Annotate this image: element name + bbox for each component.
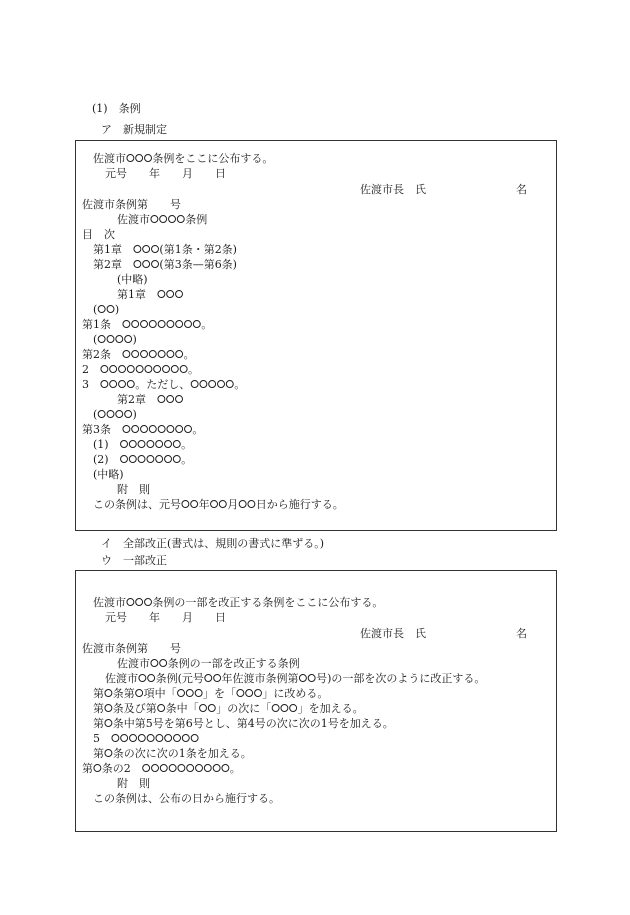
toc-item: 第1章 ⭘⭘⭘(第1条・第2条) xyxy=(93,243,237,256)
mayor-name: 名 xyxy=(516,183,527,196)
item-text: (1) ⭘⭘⭘⭘⭘⭘⭘。 xyxy=(93,438,193,451)
omission-note: (中略) xyxy=(93,468,124,481)
effective-date-line: この条例は、公布の日から施行する。 xyxy=(93,792,280,805)
subsection-u-label: ウ 一部改正 xyxy=(101,554,167,567)
partial-amendment-box xyxy=(75,570,557,832)
ordinance-title: 佐渡市⭘⭘⭘⭘条例 xyxy=(117,213,208,226)
article-text: 第1条 ⭘⭘⭘⭘⭘⭘⭘⭘⭘。 xyxy=(82,318,213,331)
article-text: 第3条 ⭘⭘⭘⭘⭘⭘⭘⭘。 xyxy=(82,423,204,436)
subsection-a-label: ア 新規制定 xyxy=(101,123,167,136)
supplementary-heading: 附 則 xyxy=(117,777,150,790)
item-text: (2) ⭘⭘⭘⭘⭘⭘⭘。 xyxy=(93,453,193,466)
promulgation-line: 佐渡市⭘⭘⭘条例の一部を改正する条例をここに公布する。 xyxy=(93,596,384,609)
mayor-title: 佐渡市長 氏 xyxy=(360,627,426,640)
amendment-preamble: 佐渡市⭘⭘条例(元号⭘⭘年佐渡市条例第⭘⭘号)の一部を次のように改正する。 xyxy=(105,672,486,685)
chapter-heading: 第1章 ⭘⭘⭘ xyxy=(117,288,184,301)
ordinance-number: 佐渡市条例第 号 xyxy=(82,198,181,211)
omission-note: (中略) xyxy=(117,273,148,286)
amendment-line: 第⭘条中第5号を第6号とし、第4号の次に次の1号を加える。 xyxy=(93,717,394,730)
new-enactment-box xyxy=(75,140,557,531)
inserted-article: 第⭘条の2 ⭘⭘⭘⭘⭘⭘⭘⭘⭘⭘。 xyxy=(82,762,241,775)
article-caption: (⭘⭘⭘⭘) xyxy=(93,408,137,421)
toc-item: 第2章 ⭘⭘⭘(第3条—第6条) xyxy=(93,258,237,271)
amendment-line: 第⭘条及び第⭘条中「⭘⭘」の次に「⭘⭘⭘」を加える。 xyxy=(93,702,364,715)
ordinance-title: 佐渡市⭘⭘条例の一部を改正する条例 xyxy=(117,657,300,670)
amendment-line: 第⭘条の次に次の1条を加える。 xyxy=(93,747,252,760)
promulgation-line: 佐渡市⭘⭘⭘条例をここに公布する。 xyxy=(93,152,274,165)
paragraph-text: 2 ⭘⭘⭘⭘⭘⭘⭘⭘⭘⭘。 xyxy=(82,363,199,376)
amendment-line: 第⭘条第⭘項中「⭘⭘⭘」を「⭘⭘⭘」に改める。 xyxy=(93,687,329,700)
article-text: 第2条 ⭘⭘⭘⭘⭘⭘⭘。 xyxy=(82,348,195,361)
date-line: 元号 年 月 日 xyxy=(105,167,226,180)
mayor-name: 名 xyxy=(516,627,527,640)
article-caption: (⭘⭘) xyxy=(93,303,120,316)
date-line: 元号 年 月 日 xyxy=(105,611,226,624)
inserted-item: 5 ⭘⭘⭘⭘⭘⭘⭘⭘⭘⭘ xyxy=(93,732,199,745)
article-caption: (⭘⭘⭘⭘) xyxy=(93,333,137,346)
subsection-i-label: イ 全部改正(書式は、規則の書式に準ずる。) xyxy=(101,537,325,550)
effective-date-line: この条例は、元号⭘⭘年⭘⭘月⭘⭘日から施行する。 xyxy=(93,498,344,511)
paragraph-text: 3 ⭘⭘⭘⭘。ただし、⭘⭘⭘⭘⭘。 xyxy=(82,378,246,391)
section-heading: (1) 条例 xyxy=(92,102,141,115)
ordinance-number: 佐渡市条例第 号 xyxy=(82,642,181,655)
toc-heading: 目 次 xyxy=(82,228,115,241)
mayor-title: 佐渡市長 氏 xyxy=(360,183,426,196)
chapter-heading: 第2章 ⭘⭘⭘ xyxy=(117,393,184,406)
supplementary-heading: 附 則 xyxy=(117,483,150,496)
